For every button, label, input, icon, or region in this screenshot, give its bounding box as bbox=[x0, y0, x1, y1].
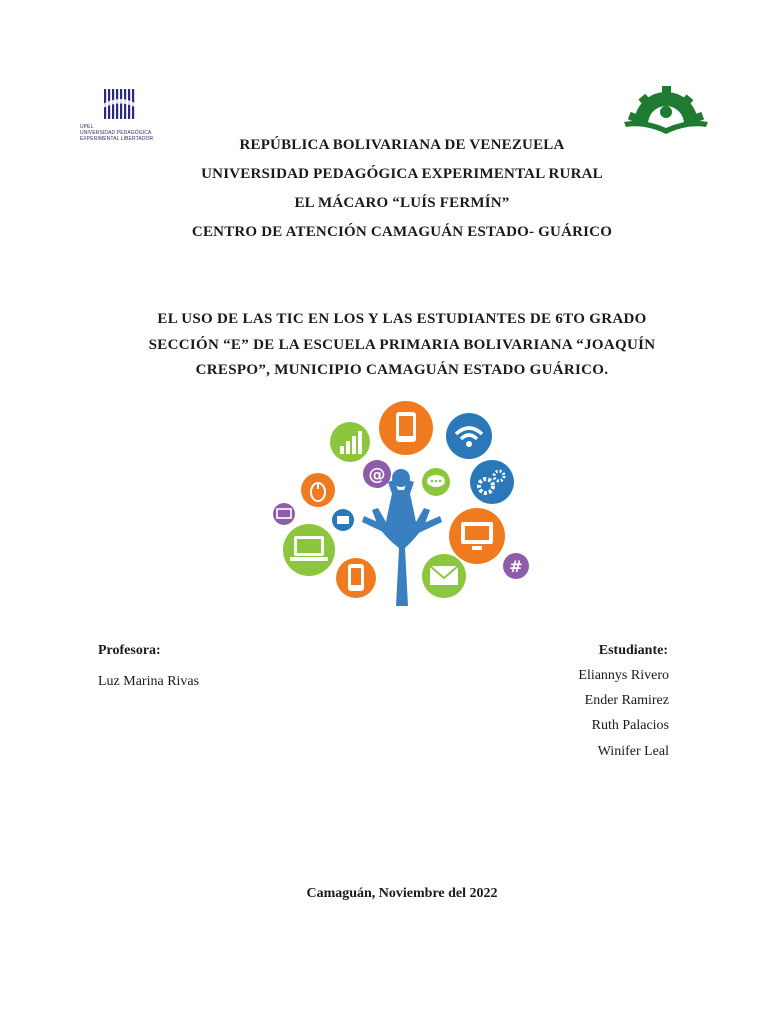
signal-bars-icon bbox=[330, 422, 370, 462]
estudiante-label: Estudiante: bbox=[598, 643, 668, 658]
student-name: Ruth Palacios bbox=[591, 718, 669, 733]
header-campus: EL MÁCARO “LUÍS FERMÍN” bbox=[294, 195, 510, 211]
upel-logo-line1: UPEL bbox=[80, 124, 94, 130]
upel-emblem-icon bbox=[100, 86, 140, 124]
laptop-icon bbox=[283, 524, 335, 576]
monitor-icon bbox=[449, 508, 505, 564]
upel-logo-line3: EXPERIMENTAL LIBERTADOR bbox=[80, 136, 154, 142]
tic-illustration bbox=[258, 398, 548, 606]
profesora-label: Profesora: bbox=[98, 643, 161, 658]
student-name: Ender Ramirez bbox=[584, 693, 669, 708]
at-sign-icon bbox=[363, 460, 391, 488]
header-university: UNIVERSIDAD PEDAGÓGICA EXPERIMENTAL RURAL bbox=[201, 166, 603, 182]
document-title-line3: CRESPO”, MUNICIPIO CAMAGUÁN ESTADO GUÁRICO. bbox=[195, 362, 609, 378]
place-date-footer: Camaguán, Noviembre del 2022 bbox=[306, 886, 498, 901]
chat-bubble-icon bbox=[422, 468, 450, 496]
mouse-icon bbox=[301, 473, 335, 507]
wifi-icon bbox=[446, 413, 492, 459]
presentation-icon bbox=[273, 503, 295, 525]
tablet-icon bbox=[379, 401, 433, 455]
header-country: REPÚBLICA BOLIVARIANA DE VENEZUELA bbox=[239, 137, 565, 153]
rural-university-logo bbox=[620, 84, 712, 140]
hashtag-icon bbox=[503, 553, 529, 579]
upel-logo-line2: UNIVERSIDAD PEDAGÓGICA bbox=[80, 130, 152, 136]
phone-icon bbox=[336, 558, 376, 598]
header-center: CENTRO DE ATENCIÓN CAMAGUÁN ESTADO- GUÁRICO bbox=[191, 224, 613, 240]
document-title-line2: SECCIÓN “E” DE LA ESCUELA PRIMARIA BOLIVARIANA “JOAQUÍN bbox=[148, 337, 656, 353]
folder-icon bbox=[332, 509, 354, 531]
envelope-icon bbox=[422, 554, 466, 598]
svg-text:@: @ bbox=[368, 465, 386, 485]
profesora-name: Luz Marina Rivas bbox=[98, 674, 200, 689]
student-name: Eliannys Rivero bbox=[578, 668, 669, 683]
svg-text:#: # bbox=[509, 557, 523, 576]
gears-icon bbox=[470, 460, 514, 504]
student-name: Winifer Leal bbox=[597, 744, 669, 759]
document-title-line1: EL USO DE LAS TIC EN LOS Y LAS ESTUDIANTES DE 6TO GRADO bbox=[157, 311, 647, 327]
